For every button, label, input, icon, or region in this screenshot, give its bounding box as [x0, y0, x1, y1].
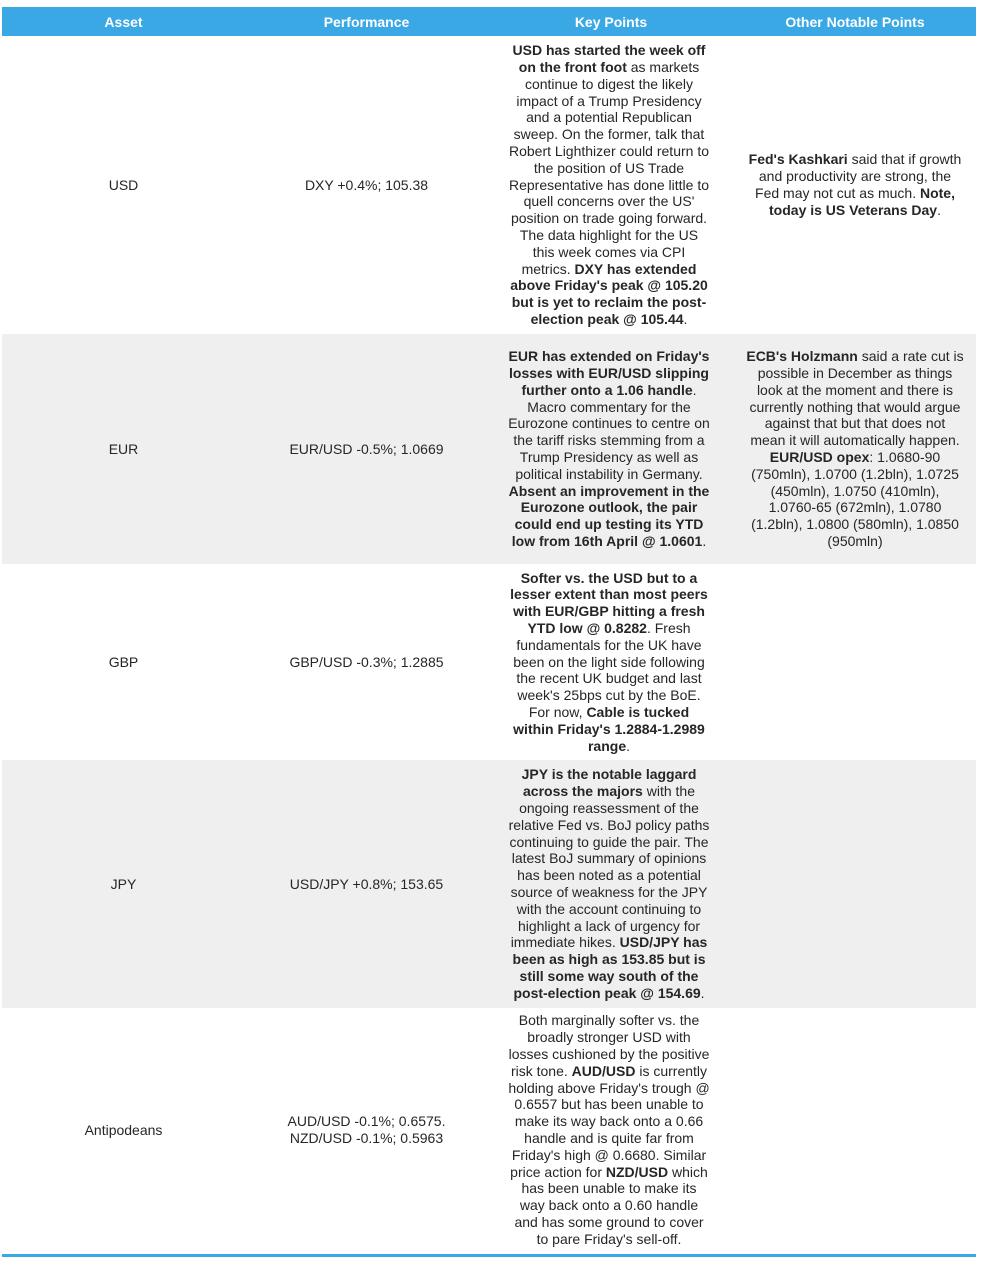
bold-text: ECB's Holzmann [746, 348, 858, 365]
other-points-cell [734, 564, 976, 760]
text: which has been unable to make its way back onto a 0.60 handle and has some ground to cover to pare Friday's sell-off. [514, 1163, 708, 1247]
text: with the ongoing reassessment of the relative Fed vs. BoJ policy paths continuing to guide the pair. The latest BoJ summary of opinions has been noted as a potential source of weakness for the JPY with the account continuing to highlight a lack of urgency for immediate hikes. [508, 783, 710, 951]
cell-text [508, 766, 710, 1001]
bold-text: Softer vs. the USD but to a lesser extent than most peers with EUR/GBP hitting a fresh YTD low @ 0.8282 [510, 569, 708, 636]
text: . [683, 310, 688, 327]
cell-text [746, 348, 964, 550]
key-points-cell [488, 36, 734, 334]
header-asset: Asset [104, 13, 143, 30]
key-points-cell [488, 1008, 734, 1252]
cell-text [508, 348, 710, 550]
text: said a rate cut is possible in December as things look at the moment and there is currently nothing that would argue against that but that does not mean it will automatically happen. [749, 348, 964, 449]
asset-cell: EUR [108, 440, 139, 457]
text: . Fresh fundamentals for the UK have been on the light side following the recent UK budget and last week's 25bps cut by the BoE. For now, [513, 620, 705, 720]
text: . [700, 984, 705, 1001]
text: is currently holding above Friday's trough @ 0.6557 but has been unable to make its way back onto a 0.66 handle and is quite far from Friday's high @ 0.6680. Similar price action for [508, 1062, 710, 1180]
key-points-cell [488, 760, 734, 1008]
header-key-points: Key Points [574, 13, 648, 30]
performance-cell: AUD/USD -0.1%; 0.6575. NZD/USD -0.1%; 0.5963 [287, 1113, 446, 1146]
text: as markets continue to digest the likely impact of a Trump Presidency and a potential Republican sweep. On the former, talk that Robert Lighthizer could return to the position of US Trade Representative has done little to quell concerns over the US' position on trade going forward. The data highlight for the US this week comes via CPI metrics. [508, 59, 709, 277]
bold-text: JPY is the notable laggard across the majors [521, 766, 697, 800]
asset-cell: USD [108, 176, 139, 193]
bold-text: Fed's Kashkari [748, 151, 848, 168]
table-row [2, 334, 976, 564]
table-header [2, 7, 976, 36]
other-points-cell [734, 760, 976, 1008]
other-points-cell [734, 36, 976, 334]
bold-text: EUR has extended on Friday's losses with EUR/USD slipping further onto a 1.06 handle [508, 348, 710, 398]
header-performance: Performance [323, 13, 410, 30]
header-other-notable-points: Other Notable Points [785, 13, 925, 30]
bold-text: Note, today is US Veterans Day [769, 185, 955, 218]
text: . [937, 201, 941, 218]
text: Both marginally softer vs. the broadly stronger USD with losses cushioned by the positive risk tone. [508, 1012, 710, 1079]
asset-cell: Antipodeans [84, 1121, 163, 1138]
other-points-cell [734, 334, 976, 564]
bold-text: Cable is tucked within Friday's 1.2884-1.2989 range [513, 703, 705, 754]
bold-text: USD has started the week off on the front foot [512, 42, 706, 76]
text: . [626, 737, 630, 754]
asset-cell: GBP [108, 653, 139, 670]
bold-text: DXY has extended above Friday's peak @ 105.20 but is yet to reclaim the post-election peak @ 105.44 [510, 260, 708, 327]
performance-cell: EUR/USD -0.5%; 1.0669 [289, 440, 444, 457]
cell-text [508, 570, 710, 755]
market-table [2, 7, 976, 1252]
bold-text: AUD/USD [571, 1062, 636, 1079]
text: said that if growth and productivity are strong, the Fed may not cut as much. [755, 151, 962, 201]
table-row [2, 36, 976, 334]
text: . [702, 532, 707, 549]
asset-cell: JPY [110, 875, 137, 892]
table-row [2, 564, 976, 760]
text: : 1.0680-90 (750mln), 1.0700 (1.2bln), 1.0725 (450mln), 1.0750 (410mln), 1.0760-65 (672mln), 1.0780 (1.2bln), 1.0800 (580mln), 1.0850 (950mln) [751, 449, 959, 549]
table-row [2, 1008, 976, 1252]
table-bottom-border [2, 1254, 976, 1257]
table-row [2, 760, 976, 1008]
cell-text [508, 42, 710, 328]
other-points-cell [734, 1008, 976, 1252]
key-points-cell [488, 334, 734, 564]
cell-text [508, 1012, 710, 1247]
bold-text: USD/JPY has been as high as 153.85 but is still some way south of the post-election peak @ 154.69 [512, 934, 708, 1001]
performance-cell: USD/JPY +0.8%; 153.65 [289, 875, 444, 892]
key-points-cell [488, 564, 734, 760]
performance-cell: DXY +0.4%; 105.38 [304, 176, 429, 193]
text: . Macro commentary for the Eurozone continues to centre on the tariff risks stemming from a Trump Presidency as well as political instability in Germany. [508, 381, 710, 482]
bold-text: Absent an improvement in the Eurozone outlook, the pair could end up testing its YTD low from 16th April @ 1.0601 [508, 482, 710, 549]
bold-text: EUR/USD opex [769, 449, 870, 465]
bold-text: NZD/USD [605, 1163, 669, 1180]
performance-cell: GBP/USD -0.3%; 1.2885 [289, 653, 444, 670]
cell-text [746, 151, 964, 218]
